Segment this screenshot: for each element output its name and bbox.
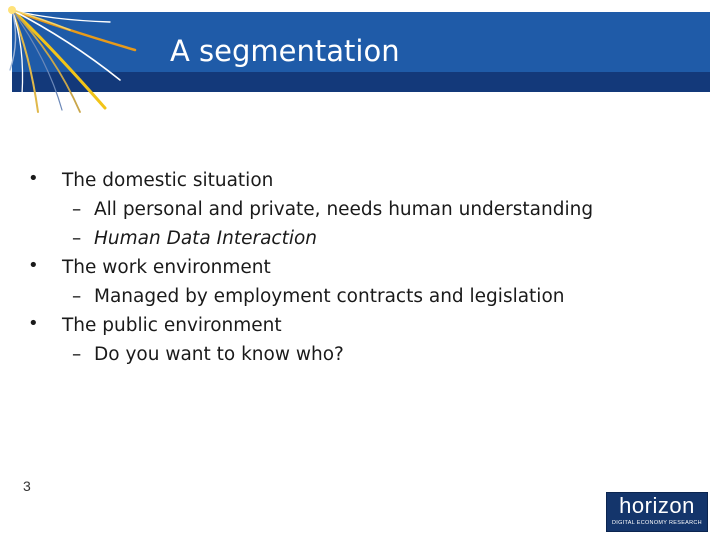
horizon-logo [606, 492, 708, 532]
sub-bullet-text: Managed by employment contracts and legislation [94, 286, 565, 307]
logo-subtitle: DIGITAL ECONOMY RESEARCH [612, 520, 702, 526]
bullet-text: The work environment [62, 257, 271, 278]
dash-marker: – [72, 199, 82, 220]
sub-bullet-text: Do you want to know who? [94, 344, 344, 365]
bullet-dot-icon: • [28, 313, 39, 334]
dash-marker: – [72, 228, 82, 249]
sub-bullet-item [28, 224, 708, 253]
bullet-dot-icon: • [28, 168, 39, 189]
bullet-item [28, 311, 708, 340]
sub-bullet-text: All personal and private, needs human understanding [94, 199, 594, 220]
page-number: 3 [23, 478, 31, 494]
sub-bullet-text: Human Data Interaction [94, 228, 318, 249]
logo-word: horizon [619, 493, 695, 518]
bullet-item [28, 253, 708, 282]
dash-marker: – [72, 344, 82, 365]
bullet-item [28, 166, 708, 195]
bullet-dot-icon: • [28, 255, 39, 276]
sub-bullet-item [28, 195, 708, 224]
dash-marker: – [72, 286, 82, 307]
sub-bullet-item [28, 282, 708, 311]
slide-title: A segmentation [170, 34, 400, 68]
bullet-text: The domestic situation [62, 170, 274, 191]
bullet-list [28, 166, 708, 369]
bullet-text: The public environment [62, 315, 282, 336]
starburst-swoosh-icon [0, 0, 140, 115]
sub-bullet-item [28, 340, 708, 369]
